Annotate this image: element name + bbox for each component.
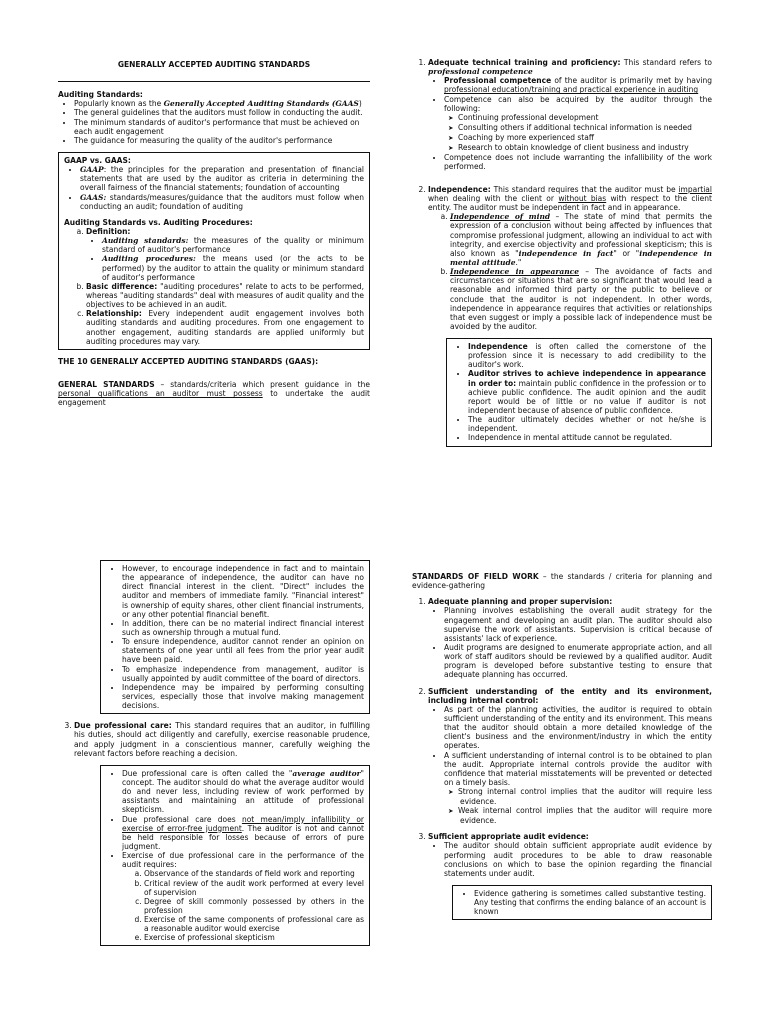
list-item: • Due professional care does not mean/imply infallibility or exercise of error-free judgment. The auditor is not and cannot be held responsible for losses because of errors of pure judgment. [122,815,364,852]
list-item: b. Independence in appearance – The avoidance of facts and circumstances or situations that are so significant that would lead a reasonable and informed third party or the public to believe or conclude that the auditor is not independent. In other words, independence in appearance requires that activities or relationships that even suggest or imply a possible lack of independence must be avoided by the auditor. [450,267,712,331]
list-item: • Audit programs are designed to enumerate appropriate action, and all work of staff auditors should be reviewed by a qualified auditor. Audit program is developed before substantive testing to ensure that adequate planning has occurred. [444,643,712,680]
field-work-item-understanding: 2. Sufficient understanding of the entity and its environment, including internal control: • As part of the planning activities, the auditor is required to obtain sufficient understanding of the entity and its environment. This means that the auditor should obtain a more detailed knowledge of the client's business and the environment/industry in which the entity operates. • A sufficient understanding of internal control is to be obtained to plan the audit. Appropriate internal controls provide the auditor with confidence that material misstatements will be prevented or detected on a timely basis. ➤ Strong internal control implies that the auditor will require less evidence. ➤ Weak internal control implies that the auditor will require more evidence. [428,687,712,826]
auditing-standards-list [58,99,370,145]
document-title: GENERALLY ACCEPTED AUDITING STANDARDS [117,60,311,69]
list-item: • Competence does not include warranting the infallibility of the work performed. [444,153,712,171]
list-item: • In addition, there can be no material indirect financial interest such as ownership through a mutual fund. [122,619,364,637]
list-item: • A sufficient understanding of internal control is to be obtained to plan the audit. Appropriate internal controls provide the auditor with confidence that material misstatements will be prevented or detected on a timely basis. ➤ Strong internal control implies that the auditor will require less evidence. ➤ Weak internal control implies that the auditor will require more evidence. [444,751,712,826]
auditing-standards-heading: Auditing Standards: [58,90,143,100]
gaas-intro-section [58,58,370,407]
list-item: c. Degree of skill commonly possessed by others in the profession [144,897,364,915]
box-subheading: Auditing Standards vs. Auditing Procedures: [64,217,253,227]
standard-item-independence: 2. Independence: This standard requires that the auditor must be impartial when dealing with the client or without bias with respect to the client entity. The auditor must be independent in fact and in appearance. a. Independence of mind – The state of mind that permits the expression of a conclusion without being affected by influences that compromise professional judgment, allowing an individual to act with integrity, and exercise objectivity and professional skepticism; this is also known as "independence in fact" or "independence in mental attitude." b. Independence in appearance – The avoidance of facts and circumstances or situations that are so significant that would lead a reasonable and informed third party or the public to believe or conclude that the auditor is not independent. In other words, independence in appearance requires that activities or relationships that even suggest or imply a possible lack of independence must be avoided by the auditor. [428,185,712,331]
list-item: ➤ Continuing professional development [460,113,712,123]
list-item: • Popularly known as the Generally Accepted Auditing Standards (GAAS) [74,99,370,108]
list-item: • GAAS: standards/measures/guidance that the auditors must follow when conducting an audit; foundation of auditing [80,193,364,211]
general-standards-section [412,58,712,447]
list-item: ➤ Weak internal control implies that the auditor will require more evidence. [460,806,712,825]
field-work-section [412,572,712,920]
list-item: • To emphasize independence from management, auditor is usually appointed by audit committee of the board of directors. [122,665,364,683]
gaap-vs-gaas-box [58,152,370,350]
list-item: a. Observance of the standards of field work and reporting [144,869,364,878]
due-care-notes-box [100,765,370,947]
list-item: a. Definition: • Auditing standards: the measures of the quality or minimum standard of auditor's performance • Auditing procedures: the means used (or the acts to be performed) by the auditor to attain the quality or minimum standard of auditor's performance [86,227,364,282]
list-item: c. Relationship: Every independent audit engagement involves both auditing standards and auditing procedures. From one engagement to another engagement, auditing standards are applied uniformly but auditing procedures may vary. [86,309,364,346]
general-standards-paragraph: GENERAL STANDARDS – standards/criteria which present guidance in the personal qualifications an auditor must possess to undertake the audit engagement [58,379,370,408]
list-item: ➤ Consulting others if additional technical information is needed [460,123,712,133]
list-item: • The auditor ultimately decides whether or not he/she is independent. [468,415,706,433]
list-item: • Independence in mental attitude cannot be regulated. [468,433,706,442]
independence-notes-box [446,338,712,447]
list-item: • Evidence gathering is sometimes called substantive testing. Any testing that confirms the ending balance of an account is known [474,889,706,916]
field-work-heading: STANDARDS OF FIELD WORK – the standards / criteria for planning and evidence-gathering [412,572,712,591]
ten-gaas-heading: THE 10 GENERALLY ACCEPTED AUDITING STANDARDS (GAAS): [58,356,319,366]
field-work-item-planning: 1. Adequate planning and proper supervision: • Planning involves establishing the overall audit strategy for the engagement and developing an audit plan. The auditor should also supervise the work of assistants. Supervision is critical because of assistants' lack of experience. • Audit programs are designed to enumerate appropriate action, and all work of staff auditors should be reviewed by a qualified auditor. Audit program is developed before substantive testing to ensure that adequate planning has occurred. [428,597,712,679]
list-item: b. Critical review of the audit work performed at every level of supervision [144,879,364,897]
list-item: • Independence may be impaired by performing consulting services, especially those that involve making management decisions. [122,683,364,710]
list-item: a. Independence of mind – The state of mind that permits the expression of a conclusion without being affected by influences that compromise professional judgment, allowing an individual to act with integrity, and exercise objectivity and professional skepticism; this is also known as "independence in fact" or "independence in mental attitude." [450,212,712,267]
list-item: • Planning involves establishing the overall audit strategy for the engagement and developing an audit plan. The auditor should also supervise the work of assistants. Supervision is critical because of assistants' lack of experience. [444,606,712,643]
list-item: ➤ Research to obtain knowledge of client business and industry [460,143,712,153]
list-item: • Auditing standards: the measures of the quality or minimum standard of auditor's performance [102,236,364,254]
list-item: • Auditor strives to achieve independence in appearance in order to: maintain public confidence in the profession or to achieve public confidence. The audit opinion and the audit report would be of little or no value if auditor is not independent because of absence of public confidence. [468,369,706,415]
evidence-notes-box [452,885,712,920]
due-care-section [58,560,370,946]
list-item: b. Basic difference: "auditing procedures" relate to acts to be performed, whereas "auditing standards" deal with measures of audit quality and the objectives to be achieved in an audit. [86,282,364,309]
list-item: • Professional competence of the auditor is primarily met by having professional education/training and practical experience in auditing [444,76,712,94]
list-item: • However, to encourage independence in fact and to maintain the appearance of independence, the auditor can have no direct financial interest in the client. "Direct" includes the auditor and members of immediate family. "Financial interest" is ownership of equity shares, other client financial instruments, or any other potential financial benefit. [122,564,364,619]
list-item: • Auditing procedures: the means used (or the acts to be performed) by the auditor to attain the quality or minimum standard of auditor's performance [102,254,364,281]
list-item: ➤ Coaching by more experienced staff [460,133,712,143]
independence-rules-box [100,560,370,714]
list-item: • The general guidelines that the auditors must follow in conducting the audit. [74,108,370,117]
list-item: • Competence can also be acquired by the auditor through the following: ➤ Continuing professional development ➤ Consulting others if additional technical information is needed ➤ Coaching by more experienced staff ➤ Research to obtain knowledge of client business and industry [444,95,712,153]
list-item: d. Exercise of the same components of professional care as a reasonable auditor would exercise [144,915,364,933]
list-item: • As part of the planning activities, the auditor is required to obtain sufficient understanding of the entity and its environment. This means that the auditor should obtain a more detailed knowledge of the client's business and the environment/industry in which the entity operates. [444,705,712,751]
list-item: ➤ Strong internal control implies that the auditor will require less evidence. [460,787,712,806]
box-heading: GAAP vs. GAAS: [64,155,131,165]
standard-item-due-care: 3. Due professional care: This standard requires that an auditor, in fulfilling his duties, should act diligently and carefully, exercise reasonable prudence, and apply judgment in a conscientious manner, carefully weighing the relevant factors before reaching a decision. [74,721,370,758]
title-rule [58,81,370,82]
list-item: • Independence is often called the cornerstone of the profession since it is necessary to add credibility to the auditor's work. [468,342,706,369]
list-item: • Due professional care is often called the "average auditor" concept. The auditor should do what the average auditor would do and never less, including review of work performed by assistants and maintaining an attitude of professional skepticism. [122,769,364,815]
list-item: • Exercise of due professional care in the performance of the audit requires: a. Observance of the standards of field work and reporting b. Critical review of the audit work performed at every level of supervision c. Degree of skill commonly possessed by others in the profession d. Exercise of the same components of professional care as a reasonable auditor would exercise e. Exercise of professional skepticism [122,851,364,942]
list-item: • GAAP: the principles for the preparation and presentation of financial statements that are used by the auditor as criteria in determining the overall fairness of the financial statements; foundation of accounting [80,165,364,192]
list-item: • The minimum standards of auditor's performance that must be achieved on each audit engagement [74,118,370,136]
field-work-item-evidence: 3. Sufficient appropriate audit evidence: • The auditor should obtain sufficient appropriate audit evidence by performing audit procedures to be able to draw reasonable conclusions on which to base the opinion regarding the financial statements under audit. [428,832,712,878]
list-item: • The guidance for measuring the quality of the auditor's performance [74,136,370,145]
standard-item-technical-training: 1. Adequate technical training and proficiency: This standard refers to professional competence • Professional competence of the auditor is primarily met by having professional education/training and practical experience in auditing • Competence can also be acquired by the auditor through the following: ➤ Continuing professional development ➤ Consulting others if additional technical information is needed ➤ Coaching by more experienced staff ➤ Research to obtain knowledge of client business and industry • Competence does not include warranting the infallibility of the work performed. [428,58,712,171]
list-item: e. Exercise of professional skepticism [144,933,364,942]
list-item: • To ensure independence, auditor cannot render an opinion on statements of one year until all fees from the prior year audit have been paid. [122,637,364,664]
list-item: • The auditor should obtain sufficient appropriate audit evidence by performing audit procedures to be able to draw reasonable conclusions on which to base the opinion regarding the financial statements under audit. [444,841,712,878]
